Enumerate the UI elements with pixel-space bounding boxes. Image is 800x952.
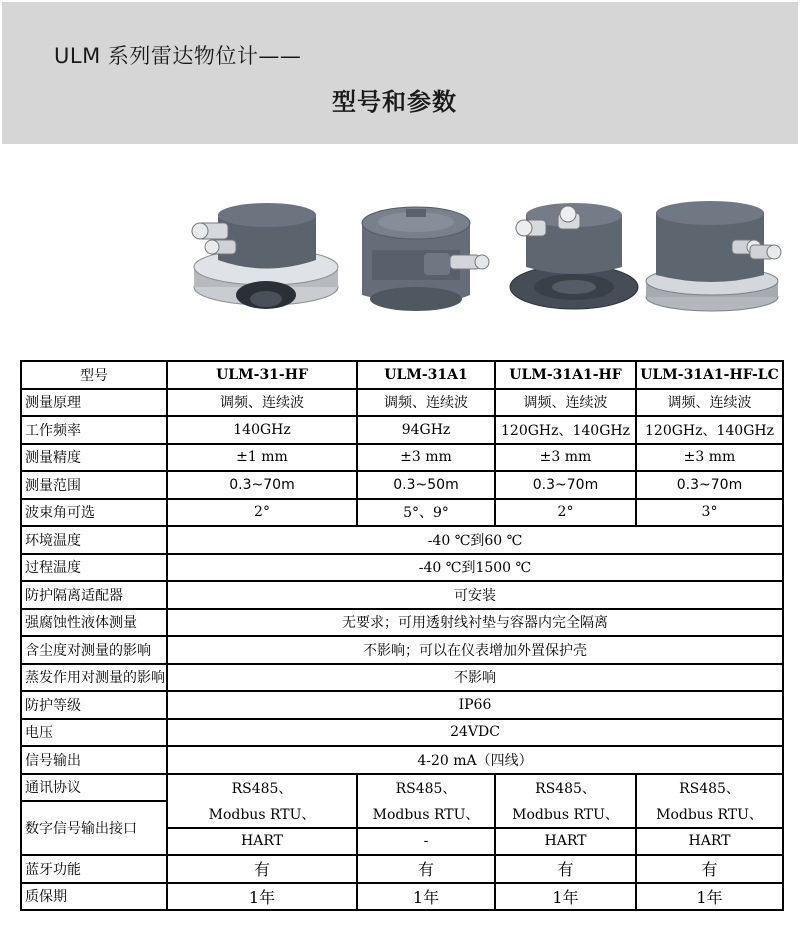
row-label: 质保期 bbox=[21, 883, 167, 911]
radar-level-meter-31a1-photo bbox=[352, 195, 502, 320]
table-cell: Modbus RTU、 bbox=[167, 801, 357, 828]
table-row bbox=[21, 636, 783, 664]
row-label: 过程温度 bbox=[21, 554, 167, 582]
table-cell: 120GHz、140GHz bbox=[495, 416, 636, 444]
table-cell: 可安装 bbox=[167, 581, 783, 609]
table-cell: 0.3~70m bbox=[167, 471, 357, 499]
header-cell: ULM-31A1 bbox=[357, 361, 495, 389]
row-label: 波束角可选 bbox=[21, 499, 167, 527]
table-row bbox=[21, 883, 783, 911]
table-cell: 4-20 mA（四线） bbox=[167, 746, 783, 774]
table-cell: 0.3~50m bbox=[357, 471, 495, 499]
row-label: 信号输出 bbox=[21, 746, 167, 774]
table-cell: ±3 mm bbox=[357, 444, 495, 472]
table-cell: 无要求；可用透射线衬垫与容器内完全隔离 bbox=[167, 609, 783, 637]
table-cell: 有 bbox=[167, 855, 357, 883]
table-cell: 5°、9° bbox=[357, 499, 495, 527]
row-label: 蓝牙功能 bbox=[21, 855, 167, 883]
table-cell: ±3 mm bbox=[495, 444, 636, 472]
header-cell: 型号 bbox=[21, 361, 167, 389]
table-cell: RS485、 bbox=[167, 774, 357, 802]
row-label: 电压 bbox=[21, 719, 167, 747]
table-cell: ±1 mm bbox=[167, 444, 357, 472]
table-cell: 3° bbox=[636, 499, 783, 527]
table-cell: 有 bbox=[636, 855, 783, 883]
table-cell: 调频、连续波 bbox=[357, 389, 495, 417]
table-cell: RS485、 bbox=[357, 774, 495, 802]
table-cell: 94GHz bbox=[357, 416, 495, 444]
table-cell: -40 ℃到1500 ℃ bbox=[167, 554, 783, 582]
row-label: 工作频率 bbox=[21, 416, 167, 444]
row-label: 环境温度 bbox=[21, 526, 167, 554]
table-cell: 1年 bbox=[357, 883, 495, 911]
table-cell: 调频、连续波 bbox=[167, 389, 357, 417]
table-row bbox=[21, 389, 783, 417]
row-label: 防护隔离适配器 bbox=[21, 581, 167, 609]
table-row bbox=[21, 774, 783, 802]
header-cell: ULM-31-HF bbox=[167, 361, 357, 389]
table-row bbox=[21, 499, 783, 527]
table-cell: 不影响 bbox=[167, 664, 783, 692]
table-cell: 1年 bbox=[167, 883, 357, 911]
table-cell: - bbox=[357, 828, 495, 856]
row-label: 数字信号输出接口 bbox=[21, 801, 167, 855]
header-cell: ULM-31A1-HF bbox=[495, 361, 636, 389]
row-label: 含尘度对测量的影响 bbox=[21, 636, 167, 664]
table-cell: Modbus RTU、 bbox=[636, 801, 783, 828]
table-row bbox=[21, 801, 783, 828]
table-row bbox=[21, 664, 783, 692]
table-row bbox=[21, 855, 783, 883]
row-label: 蒸发作用对测量的影响 bbox=[21, 664, 167, 692]
product-photos bbox=[180, 195, 800, 325]
table-header-row bbox=[21, 361, 783, 389]
header-banner bbox=[2, 2, 798, 144]
table-row bbox=[21, 719, 783, 747]
table-cell: 不影响；可以在仪表增加外置保护壳 bbox=[167, 636, 783, 664]
row-label: 测量原理 bbox=[21, 389, 167, 417]
table-cell: 1年 bbox=[495, 883, 636, 911]
table-row bbox=[21, 746, 783, 774]
row-label: 测量精度 bbox=[21, 444, 167, 472]
table-row bbox=[21, 581, 783, 609]
row-label: 防护等级 bbox=[21, 691, 167, 719]
table-row bbox=[21, 444, 783, 472]
table-cell: HART bbox=[167, 828, 357, 856]
table-cell: 有 bbox=[357, 855, 495, 883]
table-cell: 0.3~70m bbox=[495, 471, 636, 499]
table-cell: HART bbox=[495, 828, 636, 856]
table-row bbox=[21, 691, 783, 719]
table-cell: ±3 mm bbox=[636, 444, 783, 472]
table-cell: HART bbox=[636, 828, 783, 856]
table-row bbox=[21, 471, 783, 499]
table-row bbox=[21, 526, 783, 554]
table-cell: 140GHz bbox=[167, 416, 357, 444]
row-label: 强腐蚀性液体测量 bbox=[21, 609, 167, 637]
radar-level-meter-31a1-hf-lc-photo bbox=[642, 195, 792, 320]
row-label: 测量范围 bbox=[21, 471, 167, 499]
series-title: ULM 系列雷达物位计—— bbox=[54, 44, 302, 68]
table-cell: 调频、连续波 bbox=[495, 389, 636, 417]
table-cell: RS485、 bbox=[495, 774, 636, 802]
table-row bbox=[21, 416, 783, 444]
table-cell: RS485、 bbox=[636, 774, 783, 802]
table-cell: -40 ℃到60 ℃ bbox=[167, 526, 783, 554]
table-cell: 120GHz、140GHz bbox=[636, 416, 783, 444]
table-cell: 0.3~70m bbox=[636, 471, 783, 499]
radar-level-meter-31a1-hf-photo bbox=[506, 195, 641, 320]
table-cell: 24VDC bbox=[167, 719, 783, 747]
table-row bbox=[21, 609, 783, 637]
table-cell: IP66 bbox=[167, 691, 783, 719]
table-cell: 2° bbox=[167, 499, 357, 527]
header-cell: ULM-31A1-HF-LC bbox=[636, 361, 783, 389]
table-cell: 有 bbox=[495, 855, 636, 883]
row-label: 通讯协议 bbox=[21, 774, 167, 802]
page-title: 型号和参数 bbox=[332, 88, 457, 116]
radar-level-meter-hf-photo bbox=[188, 195, 343, 320]
spec-table bbox=[20, 360, 784, 911]
table-cell: 调频、连续波 bbox=[636, 389, 783, 417]
table-cell: 1年 bbox=[636, 883, 783, 911]
table-row bbox=[21, 554, 783, 582]
table-cell: 2° bbox=[495, 499, 636, 527]
table-cell: Modbus RTU、 bbox=[495, 801, 636, 828]
table-cell: Modbus RTU、 bbox=[357, 801, 495, 828]
